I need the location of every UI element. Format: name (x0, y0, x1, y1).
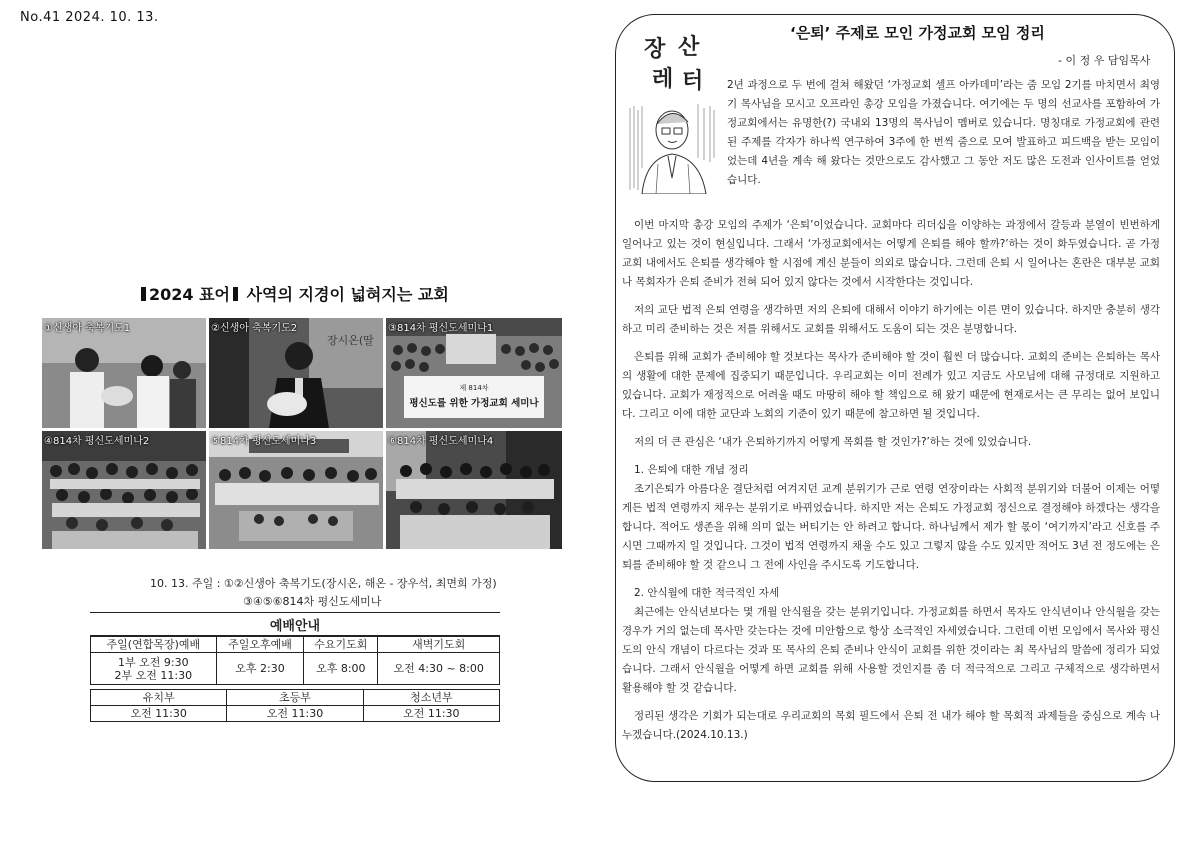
letter-paragraph: 이번 마지막 총강 모임의 주제가 ‘은퇴’이었습니다. 교회마다 리더십을 이양하는 과정에서 갈등과 분열이 빈번하게 일어나고 있는 것이 현실입니다. 그래서 ‘가정교회에서는 어떻게 은퇴를 해야 할까?’하는 것이 화두였습니다. 곧 가정교회 내에서도 은퇴를 생각해야 할 시점에 계신 분들이 의외로 많습니다. 그런데 은퇴 시 일어나는 혼란은 대부분 교회나 목회자가 은퇴 준비가 전혀 되어 있지 않다는 것에서 시작한다는 것입니다. (622, 219, 1160, 288)
section-2-text: 최근에는 안식년보다는 몇 개월 안식월을 갖는 분위기입니다. 가정교회를 하면서 목자도 안식년이나 안식월을 갖는 경우가 거의 없는데 목사만 갖는다는 것에 미안함으로 항상 소극적인 자세였습니다. 그런데 이번 모임에서 목사와 평신도의 안식 개념이 다르다는 것과 또 목사의 은퇴 준비나 안식이 교회를 위한 것이라는 최 목사님의 말씀에 정리가 되었습니다. 그래서 안식월을 어떻게 하면 교회를 위해 사용할 것인지를 좀 더 적극적으로 그리고 구체적으로 생각하면서 활용해야 할 것 같습니다. (622, 606, 1160, 694)
photo-3-caption: ③814차 평신도세미나1 (388, 323, 494, 334)
worship-header-row (91, 637, 500, 653)
letter-closing: 정리된 생각은 기회가 되는대로 우리교회의 목회 필드에서 은퇴 전 내가 해야 할 목회적 과제들을 중심으로 계속 나누겠습니다.(2024.10.13.) (622, 710, 1160, 741)
photo-3 (386, 318, 562, 428)
motto-bar-left (141, 287, 146, 301)
photo-caption-line1: 10. 13. 주일 : ①②신생아 축복기도(장시온, 해온 - 장우석, 최면희 가정) (150, 577, 497, 590)
worship-time: 오후 8:00 (304, 653, 378, 685)
section-2-title: 2. 안식월에 대한 적극적인 자세 (634, 587, 780, 599)
school-header: 초등부 (227, 690, 363, 706)
logo-char: 산 (678, 35, 700, 60)
worship-header: 주일(연합목장)예배 (91, 637, 217, 653)
photo-2-caption: ②신생아 축복기도2 (211, 323, 298, 334)
photo-1-caption: ①신생아 축복기도1 (44, 323, 131, 334)
motto-year-label: 2024 표어 (149, 285, 231, 304)
photo-2 (209, 318, 383, 428)
letter-paragraph: 은퇴를 위해 교회가 준비해야 할 것보다는 목사가 준비해야 할 것이 훨씬 더 많습니다. 교회의 준비는 은퇴하는 목사의 생활에 대한 문제에 집중되기 때문입니다. 우리교회는 이미 전례가 있고 지금도 사모님에 대해 규정대로 지원하고 있습니다. 교회가 재정적으로 어려울 때도 마땅히 해야 할 책임으로 해 왔기 때문에 현재로서는 큰 무리는 없어 보입니다. 그리고 이에 대한 교단과 노회의 기준이 있기 때문에 참고하면 될 것입니다. (622, 351, 1160, 420)
photo-caption-line2: ③④⑤⑥814차 평신도세미나 (243, 595, 382, 608)
school-time-row (91, 706, 500, 722)
letter-body (622, 76, 1160, 754)
letter-paragraph: 2년 과정으로 두 번에 걸쳐 해왔던 ‘가정교회 셀프 아카데미’라는 줌 모임 2기를 마치면서 최영기 목사님을 모시고 오프라인 총강 모임을 가졌습니다. 여기에는 두 명의 선교사를 포함하여 가정교회에서는 유명한(?) 국내외 13명의 목사님이 멤버로 있습니다. 명칭대로 가정교회에 관련된 주제를 각자가 하나씩 연구하여 3주에 한 번씩 줌으로 모여 발표하고 피드백을 받는 모임이었는데 4년을 계속 해 왔다는 것만으로도 감사했고 그 동안 저도 많은 도전과 인사이트를 얻었습니다. (727, 79, 1160, 186)
worship-time: 1부 오전 9:30 2부 오전 11:30 (91, 653, 217, 685)
worship-schedule (90, 612, 500, 722)
logo-char: 레 (652, 67, 674, 92)
letter-title: ‘은퇴’ 주제로 모인 가정교회 모임 정리 (790, 24, 1045, 42)
photo-2-sign-text: 장시온(딸 (327, 334, 374, 347)
worship-header: 주일오후예배 (216, 637, 304, 653)
photo-5 (209, 431, 383, 549)
school-header-row (91, 690, 500, 706)
motto-text: 사역의 지경이 넓혀지는 교회 (246, 285, 449, 304)
photo-grid (42, 318, 562, 550)
worship-header: 새벽기도회 (378, 637, 500, 653)
issue-number: No.41 2024. 10. 13. (20, 10, 159, 25)
school-header: 청소년부 (363, 690, 499, 706)
letter-paragraph: 저의 교단 법적 은퇴 연령을 생각하면 저의 은퇴에 대해서 이야기 하기에는 이른 면이 있습니다. 하지만 충분히 생각하고 미리 준비하는 것은 저를 위해서도 교회를 위해서도 도움이 되는 것은 분명합니다. (622, 304, 1160, 335)
yearly-motto (138, 282, 478, 305)
school-table (90, 689, 500, 722)
section-1-text: 조기은퇴가 아름다운 결단처럼 여겨지던 교계 분위기가 근로 연령 연장이라는 사회적 분위기와 더불어 이제는 어떻게든 법적 연령까지 채우는 분위기로 바뀌었습니다. 하지만 저는 은퇴도 가정교회 정신으로 결정해야 하겠다는 생각을 합니다. 적어도 생존을 위해 의미 없는 버티기는 안 하려고 합니다. 하나님께서 제가 할 몫이 ‘여기까지’라고 신호를 주시면 그때까지 일 것입니다. 그것이 법적 연령까지 채울 수도 있고 그렇지 않을 수도 있지만 적어도 3년 전 정도에는 은퇴를 준비해야 할 것 같으니 그 전에 사인을 주시도록 기도합니다. (622, 483, 1160, 571)
section-1-title: 1. 은퇴에 대한 개념 정리 (634, 464, 749, 476)
worship-header: 수요기도회 (304, 637, 378, 653)
school-time: 오전 11:30 (91, 706, 227, 722)
worship-time-row (91, 653, 500, 685)
photo-4-caption: ④814차 평신도세미나2 (44, 436, 150, 447)
photo-3-banner-top: 제 814차 (459, 384, 489, 392)
motto-bar-right (233, 287, 238, 301)
worship-time: 오후 2:30 (216, 653, 304, 685)
letter-paragraph: 저의 더 큰 관심은 ‘내가 은퇴하기까지 어떻게 목회를 할 것인가?’하는 것에 있었습니다. (634, 436, 1032, 448)
photo-6-caption: ⑥814차 평신도세미나4 (388, 436, 494, 447)
photo-4 (42, 431, 206, 549)
worship-title: 예배안내 (90, 612, 500, 636)
worship-table (90, 636, 500, 685)
school-time: 오전 11:30 (363, 706, 499, 722)
photo-3-banner-main: 평신도를 위한 가정교회 세미나 (409, 398, 539, 409)
letter-author: - 이 정 우 담임목사 (1058, 54, 1151, 67)
photo-1 (42, 318, 206, 428)
school-header: 유치부 (91, 690, 227, 706)
school-time: 오전 11:30 (227, 706, 363, 722)
photo-6 (386, 431, 562, 549)
worship-time: 오전 4:30 ~ 8:00 (378, 653, 500, 685)
logo-char: 장 (644, 37, 666, 62)
logo-char: 터 (682, 69, 704, 94)
photo-5-caption: ⑤814차 평신도세미나3 (211, 436, 317, 447)
